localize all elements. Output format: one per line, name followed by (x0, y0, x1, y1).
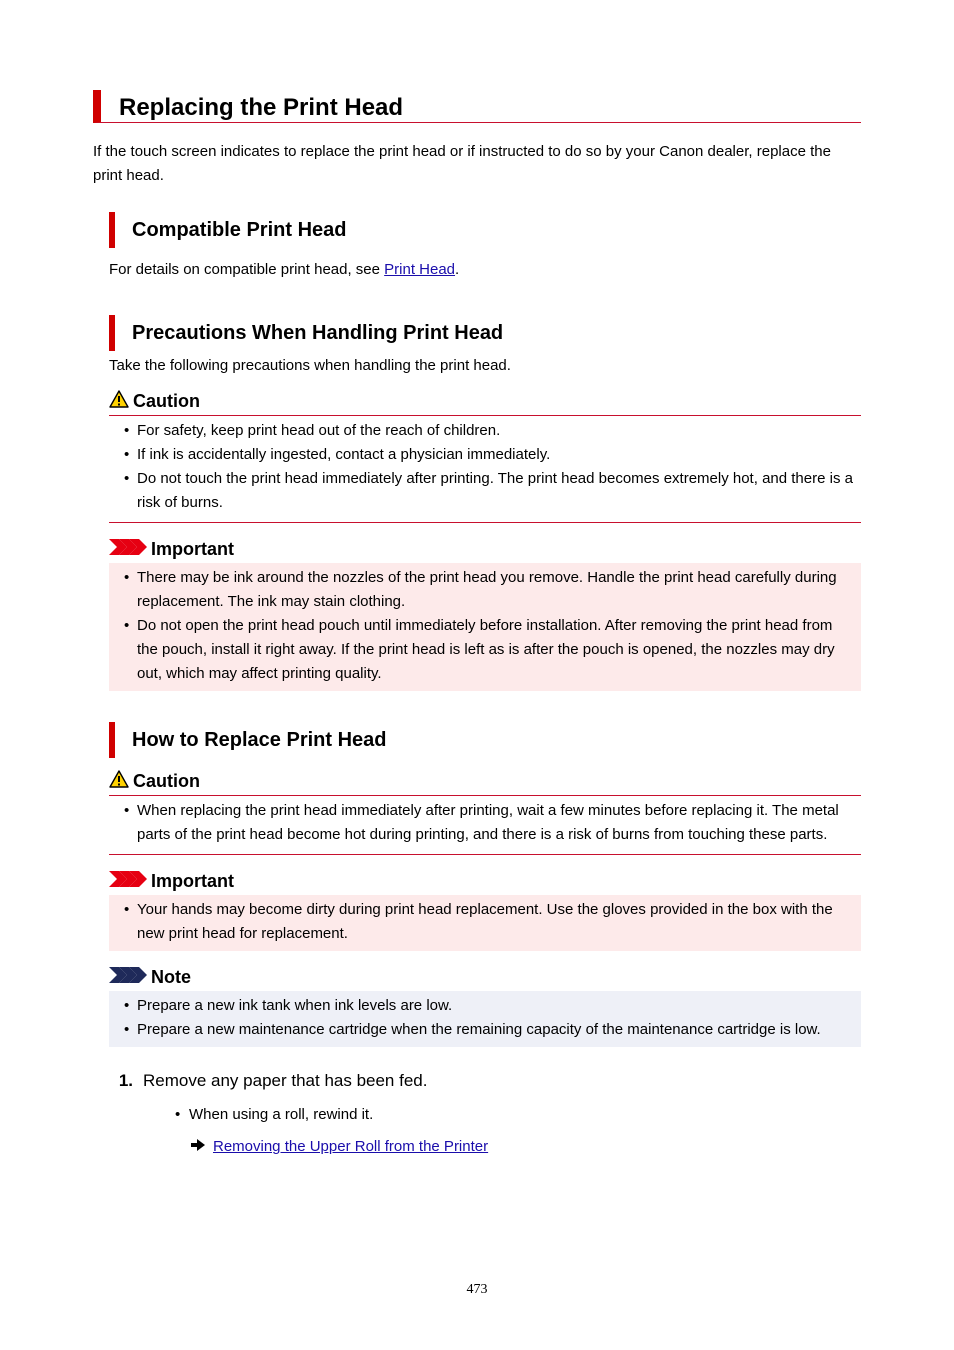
list-item: • Prepare a new maintenance cartridge when the remaining capacity of the maintenance cartridge is low. (109, 1018, 861, 1042)
compatible-text-after: . (455, 261, 460, 278)
compatible-text (109, 258, 861, 282)
important-box (109, 535, 861, 691)
important-chevrons-icon (109, 871, 147, 892)
note-body (109, 991, 861, 1047)
print-head-link[interactable]: Print Head (384, 261, 456, 278)
list-item: • When replacing the print head immediately after printing, wait a few minutes before replacing it. The metal parts of the print head become hot during printing, and there is a risk of burns from touching these parts. (109, 799, 861, 847)
important-header (109, 535, 861, 563)
list-item: • Your hands may become dirty during print head replacement. Use the gloves provided in the box with the new print head for replacement. (109, 898, 861, 946)
warning-triangle-icon (109, 390, 129, 413)
compatible-text-before: For details on compatible print head, see (109, 261, 385, 278)
list-item: • If ink is accidentally ingested, contact a physician immediately. (109, 443, 861, 467)
step-text: Remove any paper that has been fed. (143, 1071, 428, 1090)
important-body (109, 895, 861, 951)
compatible-section (93, 212, 861, 282)
important-header (109, 867, 861, 895)
list-item: • Do not open the print head pouch until immediately before installation. After removing the print head from the pouch, install it right away. If the print head is left as is after the pouch is opened, the nozzles may dry out, which may affect printing quality. (109, 614, 861, 686)
note-label: Note (151, 966, 191, 987)
important-chevrons-icon (109, 539, 147, 560)
precautions-section (93, 315, 861, 691)
caution-body (109, 796, 861, 855)
howto-heading: How to Replace Print Head (109, 722, 861, 758)
step-number: 1. (118, 1071, 133, 1090)
related-link-row (191, 1135, 861, 1159)
howto-section (93, 722, 861, 1159)
note-box (109, 963, 861, 1047)
arrow-right-icon (191, 1135, 205, 1159)
list-item: • For safety, keep print head out of the reach of children. (109, 419, 861, 443)
precautions-text: Take the following precautions when handling the print head. (109, 357, 511, 374)
page-number: 473 (466, 1282, 488, 1297)
important-label: Important (151, 538, 234, 559)
list-item: • When using a roll, rewind it. (173, 1103, 861, 1127)
note-header (109, 963, 861, 991)
caution-box (109, 387, 861, 523)
caution-body (109, 416, 861, 523)
list-item: • There may be ink around the nozzles of the print head you remove. Handle the print head carefully during replacement. The ink may stain clothing. (109, 566, 861, 614)
list-item: • Prepare a new ink tank when ink levels are low. (109, 994, 861, 1018)
step-1 (109, 1069, 861, 1093)
warning-triangle-icon (109, 770, 129, 793)
compatible-heading: Compatible Print Head (109, 212, 861, 248)
caution-label: Caution (133, 770, 200, 791)
step-sub-list (173, 1103, 861, 1159)
intro-paragraph: If the touch screen indicates to replace the print head or if instructed to do so by your Canon dealer, replace the print head. (93, 143, 831, 184)
important-box (109, 867, 861, 951)
precautions-heading: Precautions When Handling Print Head (109, 315, 861, 351)
important-body (109, 563, 861, 691)
page-title: Replacing the Print Head (93, 90, 861, 123)
removing-upper-roll-link[interactable]: Removing the Upper Roll from the Printer (213, 1138, 489, 1155)
caution-box (109, 767, 861, 855)
note-chevrons-icon (109, 967, 147, 988)
page-content (93, 90, 861, 1159)
caution-header (109, 767, 861, 796)
caution-header (109, 387, 861, 416)
important-label: Important (151, 870, 234, 891)
caution-label: Caution (133, 390, 200, 411)
list-item: • Do not touch the print head immediately after printing. The print head becomes extremely hot, and there is a risk of burns. (109, 467, 861, 515)
